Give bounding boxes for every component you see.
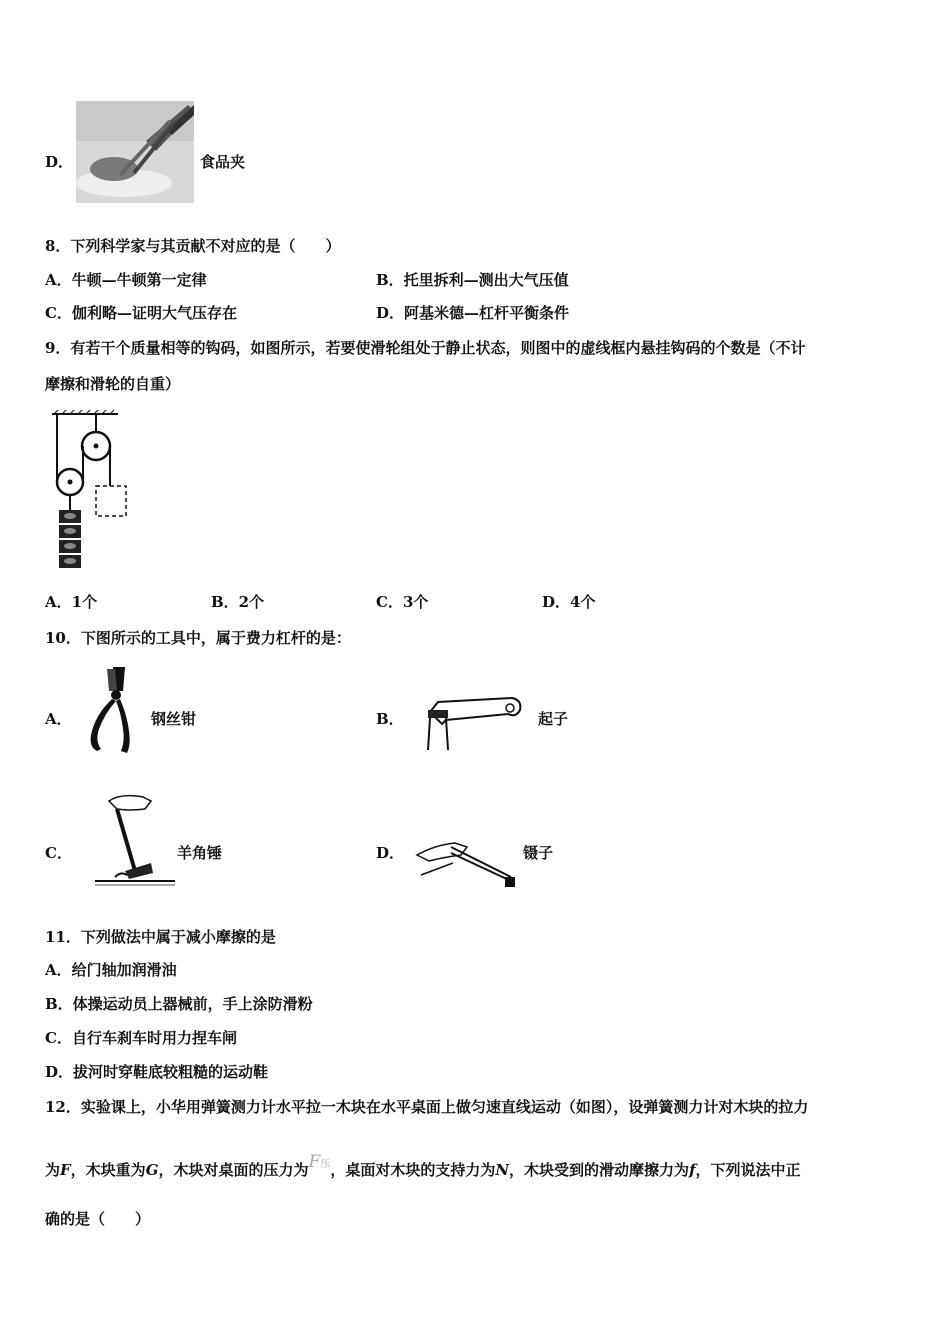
q9-option-d: D．4个 bbox=[542, 593, 596, 611]
q7-option-d-caption: 食品夹 bbox=[200, 153, 246, 171]
q9-option-c: C．3个 bbox=[376, 593, 429, 611]
q12-line2 bbox=[45, 1152, 801, 1183]
q10-option-c-label: C． bbox=[45, 844, 72, 862]
q11-option-c: C．自行车刹车时用力捏车闸 bbox=[45, 1029, 237, 1047]
q12-text-d: ，桌面对木块的支持力为 bbox=[330, 1161, 496, 1179]
q12-line1: 12．实验课上，小华用弹簧测力计水平拉一木块在水平桌面上做匀速直线运动（如图），设弹簧测力计对木块的拉力 bbox=[45, 1098, 809, 1116]
food-tongs-image bbox=[76, 101, 194, 203]
q12-text-a: 为 bbox=[45, 1161, 61, 1179]
q9-stem-line2: 摩擦和滑轮的自重） bbox=[45, 375, 181, 393]
q10-option-d-label: D． bbox=[376, 844, 405, 862]
q12-line3: 确的是（ ） bbox=[45, 1210, 151, 1228]
q8-option-a: A．牛顿—牛顿第一定律 bbox=[45, 271, 207, 289]
q10-stem: 10．下图所示的工具中，属于费力杠杆的是： bbox=[45, 629, 351, 647]
q11-stem: 11．下列做法中属于减小摩擦的是 bbox=[45, 928, 276, 946]
pulley-system-diagram bbox=[50, 410, 140, 575]
pressure-force-symbol bbox=[309, 1153, 331, 1171]
pressure-force-subscript: 压 bbox=[320, 1159, 331, 1170]
q9-option-a: A．1个 bbox=[45, 593, 98, 611]
q8-option-b: B．托里拆利—测出大气压值 bbox=[376, 271, 569, 289]
q9-option-b: B．2个 bbox=[211, 593, 265, 611]
q12-text-e: ，木块受到的滑动摩擦力为 bbox=[509, 1161, 690, 1179]
var-g: G bbox=[145, 1161, 159, 1179]
q8-stem: 8．下列科学家与其贡献不对应的是（ ） bbox=[45, 237, 341, 255]
q7-option-d-label: D． bbox=[45, 153, 74, 171]
q10-option-b-caption: 起子 bbox=[538, 710, 569, 728]
tweezers-image bbox=[415, 835, 520, 890]
q11-option-d: D．拔河时穿鞋底较粗糙的运动鞋 bbox=[45, 1063, 269, 1081]
q12-text-f: ，下列说法中正 bbox=[695, 1161, 801, 1179]
q9-stem-line1: 9．有若干个质量相等的钩码，如图所示，若要使滑轮组处于静止状态，则图中的虚线框内悬挂钩码的个数是（不计 bbox=[45, 339, 806, 357]
q12-text-c: ，木块对桌面的压力为 bbox=[158, 1161, 309, 1179]
q10-option-c-caption: 羊角锤 bbox=[177, 844, 223, 862]
q8-option-d: D．阿基米德—杠杆平衡条件 bbox=[376, 304, 570, 322]
q10-option-a-label: A． bbox=[45, 710, 72, 728]
claw-hammer-image bbox=[95, 793, 175, 888]
q11-option-a: A．给门轴加润滑油 bbox=[45, 961, 177, 979]
var-f-lower: f bbox=[689, 1161, 696, 1179]
var-f-capital: F bbox=[60, 1161, 71, 1179]
q10-option-b-label: B． bbox=[376, 710, 404, 728]
pliers-image bbox=[85, 665, 145, 755]
q10-option-d-caption: 镊子 bbox=[523, 844, 554, 862]
pressure-force-letter: F bbox=[308, 1152, 321, 1172]
var-n: N bbox=[495, 1161, 510, 1179]
q10-option-a-caption: 钢丝钳 bbox=[151, 710, 197, 728]
q8-option-c: C．伽利略—证明大气压存在 bbox=[45, 304, 237, 322]
bottle-opener-image bbox=[420, 690, 525, 750]
q12-text-b: ，木块重为 bbox=[70, 1161, 146, 1179]
q11-option-b: B．体操运动员上器械前，手上涂防滑粉 bbox=[45, 995, 313, 1013]
